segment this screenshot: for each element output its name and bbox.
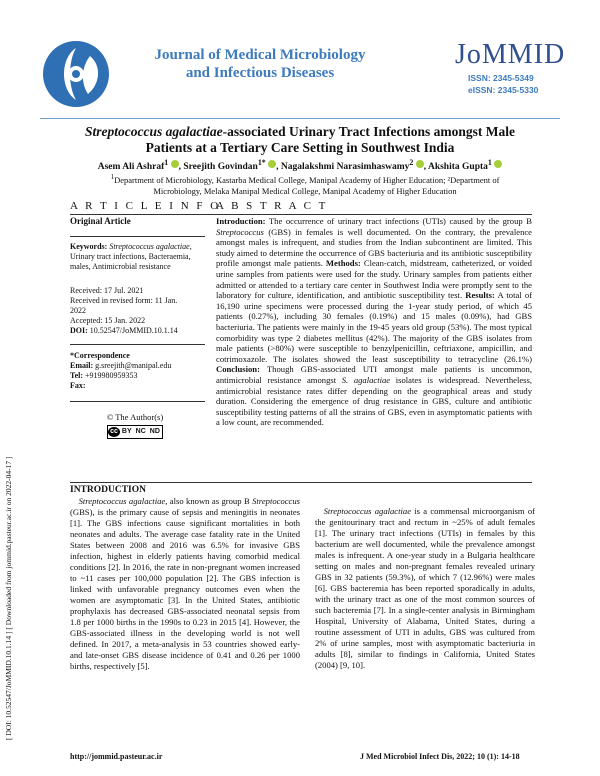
author-name[interactable]: Asem Ali Ashraf: [97, 162, 165, 173]
author-name[interactable]: Akshita Gupta: [427, 162, 488, 173]
fax: Fax:: [70, 381, 86, 390]
cc-license-badge[interactable]: [107, 425, 163, 439]
author-list: Asem Ali Ashraf$^1$ , Sreejith Govindan$^{1*}$ , Nagalakshmi Narasimhaswamy$^2$ , Akshita Gupta$^1$: [60, 158, 540, 172]
doi: DOI: 10.52547/JoMMID.10.1.14: [70, 326, 178, 335]
orcid-icon[interactable]: [268, 160, 276, 168]
footer-citation: J Med Microbiol Infect Dis, 2022; 10 (1): 14-18: [360, 752, 520, 761]
email: Email: g.sreejith@manipal.edu: [70, 361, 172, 370]
author-name[interactable]: Nagalakshmi Narasimhaswamy: [280, 162, 410, 173]
side-doi-stamp: [ DOI: 10.52547/JoMMID.10.1.14 ] [ Downloaded from jommid.pasteur.ac.ir on 2022-04-17 ]: [4, 456, 13, 740]
revised-date-1: Received in revised form: 11 Jan.: [70, 296, 178, 305]
introduction-paragraph-1: Streptococcus agalactiae, also known as group B Streptococcus (GBS), is the primary cause of sepsis and meningitis in neonates [1]. The GBS infections cause significant mortalities in both neonates and adults. The average case fatality rate in the United States between 2008 and 2016 was 6.5% for invasive GBS infection, highest in elderly patients having comorbid medical conditions [2]. In 2016, the rate in non-pregnant women increased to ~11 cases per 100,000 population [2]. The GBS infection is linked with unfavorable pregnancy outcomes even when the women are asymptomatic [3]. In the United States, antibiotic prophylaxis has decreased GBS-associated neonatal sepsis from 1.8 per 1000 births in the 1990s to 0.23 in 2015 [4]. However, the GBS-associated illness in the developing world is not well defined. In 2017, a meta-analysis in 53 countries showed early- and late-onset GBS disease incidence of 0.41 and 0.26 per 1000 births, respectively [5].: [70, 496, 301, 671]
journal-name: Journal of Medical Microbiology and Infectious Diseases: [154, 47, 366, 81]
introduction-heading: INTRODUCTION: [70, 485, 147, 495]
abstract-body: Introduction: The occurrence of urinary tract infections (UTIs) caused by the group B Streptococcus (GBS) in females is well documented. On the contrary, the prevalence amongst males is infrequent, and studies from the Indian subcontinent are limited. This study aimed to determine the occurrence of GBS bacteriuria and its antibiotic susceptibility profile amongst male patients. Methods: Clean-catch, midstream, catheterized, or voided urine samples from patients were used for the study. Urinary samples from patients either admitted or attended to a tertiary care center in Southwest India were promptly sent to the laboratory for culture, identification, and antibiotic susceptibility test. Results: A total of 16,190 urine specimens were processed during the 1-year study period, of which 45 patients (0.27%), including 30 females (0.19%) and 15 males (0.09%), had GBS bacteriuria. The patients were mainly in the 19-45 years old group (53%). The most typical comorbidity was type 2 diabetes mellitus (42%). The majority of the GBS isolates from male patients (>80%) were susceptible to benzylpenicillin, ceftriaxone, ampicillin, and cotrimoxazole. The isolates showed the least susceptibility to tetracycline (26.1%) Conclusion: Though GBS-associated UTI amongst male patients is uncommon, antimicrobial resistance amongst S. agalactiae isolates is widespread. Nevertheless, antimicrobial resistance rates differ depending on the geographical areas and study duration. Considering the emergence of drug resistance in GBS, culture and antibiotic susceptibility testing patterns of all the strains of GBS, even in asymptomatic patients with a low count, are recommended.: [216, 216, 533, 428]
article-type: Original Article: [70, 216, 131, 226]
orcid-icon[interactable]: [171, 160, 179, 168]
correspondence-label: *Correspondence: [70, 351, 130, 360]
revised-date-2: 2022: [70, 306, 86, 315]
cc-by-icon: BY: [121, 428, 132, 435]
copyright: © The Author(s): [106, 412, 164, 422]
journal-logo-left: [40, 38, 132, 110]
received-date: Received: 17 Jul. 2021: [70, 286, 144, 295]
journal-issn: ISSN: 2345-5349 eISSN: 2345-5330: [468, 73, 539, 95]
accepted-date: Accepted: 15 Jan. 2022: [70, 316, 146, 325]
footer-url[interactable]: http://jommid.pasteur.ac.ir: [70, 752, 163, 761]
section-divider: [70, 214, 532, 215]
article-info-heading: A R T I C L E I N F O: [70, 200, 221, 212]
affiliations: $^1$Department of Microbiology, Kastarba Medical College, Manipal Academy of Higher Education; ²Department of Microbiology, Melaka Manipal Medical College, Manipal Academy of Higher Education: [110, 173, 500, 196]
orcid-icon[interactable]: [416, 160, 424, 168]
cc-nc-icon: NC: [135, 428, 146, 435]
cc-nd-icon: ND: [149, 428, 160, 435]
author-name[interactable]: Sreejith Govindan: [183, 162, 258, 173]
article-title: Streptococcus agalactiae-associated Urinary Tract Infections amongst Male Patients at a Tertiary Care Setting in Southwest India: [85, 124, 515, 155]
orcid-icon[interactable]: [494, 160, 502, 168]
abstract-bottom-divider: [70, 482, 532, 483]
introduction-paragraph-2: Streptococcus agalactiae is a commensal microorganism of the genitourinary tract and rectum in ~25% of adult females [1]. The urinary tract infections (UTIs) in females by this bacterium are well documented, while the prevalence amongst males is infrequent. A one-year study in a Bulgaria healthcare setting on males and non-pregnant females revealed urinary GBS in 32 patients (59.3%), of which 7 (12.96%) were males [6]. GBS bacteremia has been reported sporadically in adults, with the urinary tract as one of the most common sources of such bacteremia [7]. In a single-center analysis in Birmingham Hospital, University of Alabama, United States, during a routine assessment of UTI in adults, GBS was cultured from 2% of urine samples, most with asymptomatic bacteriuria in adults [8], similar to findings in California, United States (2004) [9, 10].: [315, 506, 535, 670]
telephone: Tel: +919980959353: [70, 371, 138, 380]
header-divider: [40, 118, 560, 119]
cc-icon: cc: [110, 428, 118, 435]
abstract-heading: A B S T R A C T: [216, 200, 328, 212]
keywords: Keywords: Streptococcus agalactiae, Urinary tract infections, Bacteraemia, males, Antimicrobial resistance: [70, 242, 192, 271]
journal-brand-logo: JoMMID: [455, 39, 566, 70]
article-info: [70, 216, 200, 439]
